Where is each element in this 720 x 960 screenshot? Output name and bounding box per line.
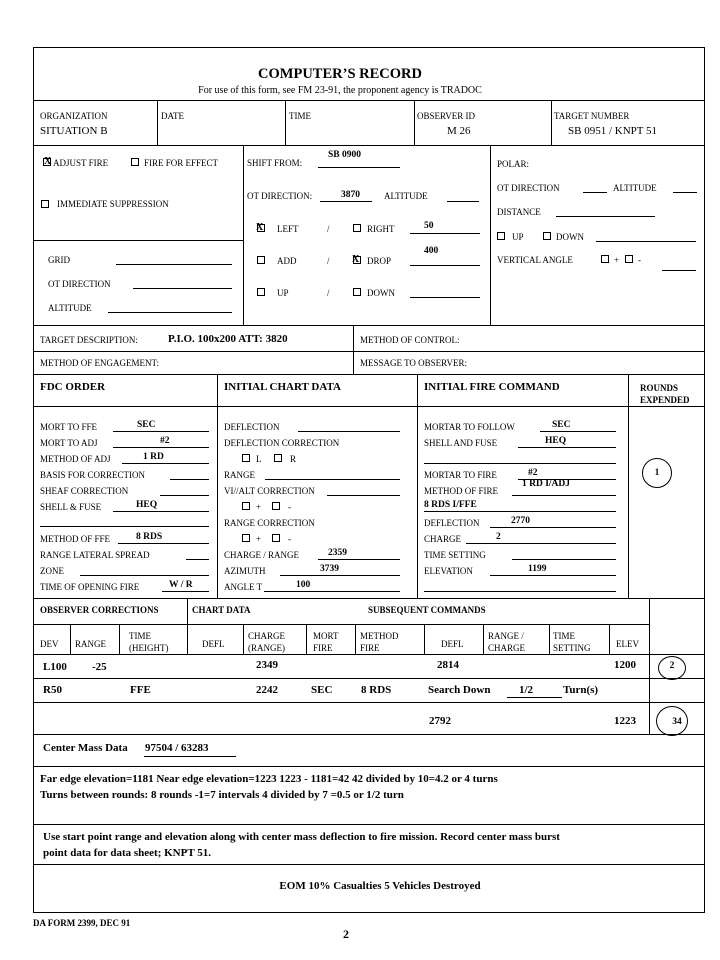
grid-ot-direction-label: OT DIRECTION (48, 279, 111, 289)
rc-plus-checkbox[interactable] (242, 534, 250, 542)
mort-to-adj-value[interactable]: #2 (160, 436, 170, 446)
mortar-to-follow-label: MORTAR TO FOLLOW (424, 422, 515, 432)
row2-dev[interactable]: R50 (43, 684, 62, 696)
angle-t-value[interactable]: 100 (296, 580, 311, 590)
rule (33, 374, 704, 375)
down-checkbox[interactable] (353, 288, 361, 296)
expended-label: EXPENDED (640, 395, 690, 405)
altitude-label: ALTITUDE (384, 191, 428, 201)
vertical-angle-label: VERTICAL ANGLE (497, 255, 573, 265)
method-of-ffe-label: METHOD OF FFE (40, 534, 111, 544)
polar-ot-direction-label: OT DIRECTION (497, 183, 560, 193)
row3-defl[interactable]: 2792 (429, 715, 451, 727)
down-label: DOWN (367, 288, 395, 298)
rule (33, 864, 704, 865)
row1-defl[interactable]: 2814 (437, 659, 459, 671)
notes-line-2: Turns between rounds: 8 rounds -1=7 intervals 4 divided by 7 =0.5 or 1/2 turn (40, 789, 404, 801)
row2-time[interactable]: FFE (130, 684, 151, 696)
col-method-2: FIRE (360, 643, 380, 653)
time-of-opening-fire-value[interactable]: W / R (169, 580, 193, 590)
eom-text: EOM 10% Casualties 5 Vehicles Destroyed (279, 880, 481, 892)
row1-charge[interactable]: 2349 (256, 659, 278, 671)
method-of-fire-value[interactable]: 1 RD I/ADJ (522, 479, 571, 489)
rule (33, 325, 704, 326)
angle-t-label: ANGLE T (224, 582, 263, 592)
time-of-opening-fire-label: TIME OF OPENING FIRE (40, 582, 140, 592)
observer-id-label: OBSERVER ID (417, 111, 476, 121)
mortar-to-fire-value[interactable]: #2 (528, 468, 538, 478)
observer-corrections-heading: OBSERVER CORRECTIONS (40, 605, 159, 615)
shell-fuse-label: SHELL & FUSE (40, 502, 102, 512)
vi-minus-checkbox[interactable] (272, 502, 280, 510)
polar-down-checkbox[interactable] (543, 232, 551, 240)
row2-search-label: Search Down (428, 684, 491, 696)
row3-elev[interactable]: 1223 (614, 715, 636, 727)
time-label: TIME (289, 111, 311, 121)
row3-rounds[interactable]: 34 (672, 717, 682, 727)
fc-charge-label: CHARGE (424, 534, 462, 544)
initial-chart-data-heading: INITIAL CHART DATA (224, 381, 341, 393)
adjust-fire-label: ADJUST FIRE (53, 158, 109, 168)
col-mort-2: FIRE (313, 643, 333, 653)
center-mass-value[interactable]: 97504 / 63283 (145, 742, 209, 754)
polar-down-label: DOWN (556, 232, 584, 242)
method-of-fire-value-2[interactable]: 8 RDS I/FFE (424, 500, 477, 510)
l-label: L (256, 454, 262, 464)
vi-minus: - (288, 502, 291, 512)
right-label: RIGHT (367, 224, 395, 234)
range-lateral-spread-label: RANGE LATERAL SPREAD (40, 550, 150, 560)
polar-altitude-label: ALTITUDE (613, 183, 657, 193)
method-of-adj-value[interactable]: 1 RD (143, 452, 164, 462)
row2-search-value[interactable]: 1/2 (519, 684, 534, 696)
row1-elev[interactable]: 1200 (614, 659, 636, 671)
azimuth-label: AZIMUTH (224, 566, 266, 576)
rule (33, 598, 704, 599)
method-of-fire-label: METHOD OF FIRE (424, 486, 499, 496)
col-time-setting-2: SETTING (553, 643, 591, 653)
col-elev: ELEV (616, 639, 639, 649)
left-mark: X (256, 222, 264, 233)
charge-range-value[interactable]: 2359 (328, 548, 347, 558)
rule (33, 100, 704, 101)
rule (33, 624, 649, 625)
rounds-label: ROUNDS (640, 383, 679, 393)
range-label: RANGE (224, 470, 255, 480)
slash: / (327, 256, 330, 266)
col-time-2: (HEIGHT) (129, 643, 169, 653)
fc-deflection-label: DEFLECTION (424, 518, 480, 528)
target-number-value[interactable]: SB 0951 / KNPT 51 (568, 125, 658, 137)
drop-mark: X (352, 254, 360, 265)
method-of-engagement-label: METHOD OF ENGAGEMENT: (40, 358, 160, 368)
polar-up-label: UP (512, 232, 524, 242)
target-number-label: TARGET NUMBER (554, 111, 630, 121)
col-range: RANGE (75, 639, 106, 649)
rc-plus: + (256, 534, 262, 544)
zone-label: ZONE (40, 566, 64, 576)
deflection-label: DEFLECTION (224, 422, 280, 432)
mortar-to-fire-label: MORTAR TO FIRE (424, 470, 497, 480)
vi-alt-correction-label: VI//ALT CORRECTION (224, 486, 315, 496)
subsequent-commands-heading: SUBSEQUENT COMMANDS (368, 605, 486, 615)
drop-label: DROP (367, 256, 392, 266)
ot-direction-value[interactable]: 3870 (341, 190, 360, 200)
initial-fire-command-heading: INITIAL FIRE COMMAND (424, 381, 560, 393)
organization-label: ORGANIZATION (40, 111, 108, 121)
rc-minus-checkbox[interactable] (272, 534, 280, 542)
add-label: ADD (277, 256, 297, 266)
shell-and-fuse-value[interactable]: HEQ (545, 436, 567, 446)
range-correction-label: RANGE CORRECTION (224, 518, 315, 528)
date-label: DATE (161, 111, 184, 121)
mortar-to-follow-value[interactable]: SEC (552, 420, 571, 430)
slash: / (327, 288, 330, 298)
shift-from-label: SHIFT FROM: (247, 158, 303, 168)
col-defl-2: DEFL (441, 639, 464, 649)
shift-from-value[interactable]: SB 0900 (328, 150, 361, 160)
grid-label: GRID (48, 255, 70, 265)
notes-line-3: Use start point range and elevation along with center mass deflection to fire mission. Record center mass burst (43, 831, 560, 843)
mort-to-adj-label: MORT TO ADJ (40, 438, 98, 448)
deflection-correction-label: DEFLECTION CORRECTION (224, 438, 340, 448)
ffe-label: FIRE FOR EFFECT (144, 158, 219, 168)
col-defl: DEFL (202, 639, 225, 649)
col-charge-2: (RANGE) (248, 643, 285, 653)
fc-time-setting-label: TIME SETTING (424, 550, 486, 560)
va-plus-checkbox[interactable] (601, 255, 609, 263)
shell-fuse-value[interactable]: HEQ (136, 500, 158, 510)
rule (33, 766, 704, 767)
shell-and-fuse-label: SHELL AND FUSE (424, 438, 498, 448)
va-minus-checkbox[interactable] (625, 255, 633, 263)
rule (33, 678, 704, 679)
method-of-control-label: METHOD OF CONTROL: (360, 335, 460, 345)
target-description-value[interactable]: P.I.O. 100x200 ATT: 3820 (168, 333, 288, 345)
chart-data-heading: CHART DATA (192, 605, 251, 615)
row1-range[interactable]: -25 (92, 661, 107, 673)
rc-minus: - (288, 534, 291, 544)
immediate-suppression-label: IMMEDIATE SUPPRESSION (57, 199, 169, 209)
distance-label: DISTANCE (497, 207, 541, 217)
ot-direction-label: OT DIRECTION: (247, 191, 313, 201)
slash: / (327, 224, 330, 234)
r-label: R (290, 454, 297, 464)
rule (33, 654, 704, 655)
row2-charge[interactable]: 2242 (256, 684, 278, 696)
l-checkbox[interactable] (242, 454, 250, 462)
up-checkbox[interactable] (257, 288, 265, 296)
right-value[interactable]: 50 (424, 221, 434, 231)
mort-to-ffe-label: MORT TO FFE (40, 422, 97, 432)
fc-charge-value[interactable]: 2 (496, 532, 501, 542)
azimuth-value[interactable]: 3739 (320, 564, 339, 574)
col-charge-1: CHARGE (248, 631, 286, 641)
message-to-observer-label: MESSAGE TO OBSERVER: (360, 358, 467, 368)
ffe-checkbox[interactable] (131, 158, 139, 166)
notes-line-4: point data for data sheet; KNPT 51. (43, 847, 211, 859)
va-minus: - (638, 255, 641, 265)
method-of-adj-label: METHOD OF ADJ (40, 454, 111, 464)
col-range-charge-2: CHARGE (488, 643, 526, 653)
form-number: DA FORM 2399, DEC 91 (33, 918, 131, 928)
method-of-ffe-value[interactable]: 8 RDS (136, 532, 163, 542)
rule (33, 351, 704, 352)
charge-range-label: CHARGE / RANGE (224, 550, 300, 560)
notes-line-1: Far edge elevation=1181 Near edge elevation=1223 1223 - 1181=42 42 divided by 10=4.2 or 4 turns (40, 773, 498, 785)
right-checkbox[interactable] (353, 224, 361, 232)
immediate-suppression-checkbox[interactable] (41, 200, 49, 208)
row2-turns-label: Turn(s) (563, 684, 599, 696)
fc-elevation-label: ELEVATION (424, 566, 473, 576)
target-description-label: TARGET DESCRIPTION: (40, 335, 138, 345)
col-time-setting-1: TIME (553, 631, 575, 641)
col-dev: DEV (40, 639, 59, 649)
left-label: LEFT (277, 224, 299, 234)
fdc-order-heading: FDC ORDER (40, 381, 106, 393)
row2-method[interactable]: 8 RDS (361, 684, 392, 696)
grid-altitude-label: ALTITUDE (48, 303, 92, 313)
rule (33, 145, 704, 146)
form-title: COMPUTER’S RECORD (258, 66, 422, 82)
fc-elevation-value[interactable]: 1199 (528, 564, 547, 574)
col-method-1: METHOD (360, 631, 399, 641)
fc-deflection-value[interactable]: 2770 (511, 516, 530, 526)
rule (33, 406, 704, 407)
r-checkbox[interactable] (274, 454, 282, 462)
rule (33, 734, 704, 735)
form-subtitle: For use of this form, see FM 23-91, the proponent agency is TRADOC (198, 85, 482, 96)
adjust-fire-mark: X (44, 156, 52, 167)
rounds-initial-value[interactable]: 1 (654, 467, 660, 477)
drop-value[interactable]: 400 (424, 246, 439, 256)
basis-for-correction-label: BASIS FOR CORRECTION (40, 470, 146, 480)
rule (33, 702, 704, 703)
row2-mort[interactable]: SEC (311, 684, 333, 696)
polar-label: POLAR: (497, 159, 530, 169)
add-checkbox[interactable] (257, 256, 265, 264)
row1-dev[interactable]: L100 (43, 661, 67, 673)
mort-to-ffe-value[interactable]: SEC (137, 420, 156, 430)
col-range-charge-1: RANGE / (488, 631, 524, 641)
col-mort-1: MORT (313, 631, 339, 641)
col-time-1: TIME (129, 631, 151, 641)
vi-plus-checkbox[interactable] (242, 502, 250, 510)
up-label: UP (277, 288, 289, 298)
observer-id-value[interactable]: M 26 (447, 125, 471, 137)
center-mass-label: Center Mass Data (43, 742, 128, 754)
vi-plus: + (256, 502, 262, 512)
rule (33, 824, 704, 825)
polar-up-checkbox[interactable] (497, 232, 505, 240)
page-number: 2 (343, 927, 349, 941)
sheaf-correction-label: SHEAF CORRECTION (40, 486, 129, 496)
organization-value[interactable]: SITUATION B (40, 125, 108, 137)
row1-rounds[interactable]: 2 (669, 661, 675, 671)
va-plus: + (614, 255, 620, 265)
